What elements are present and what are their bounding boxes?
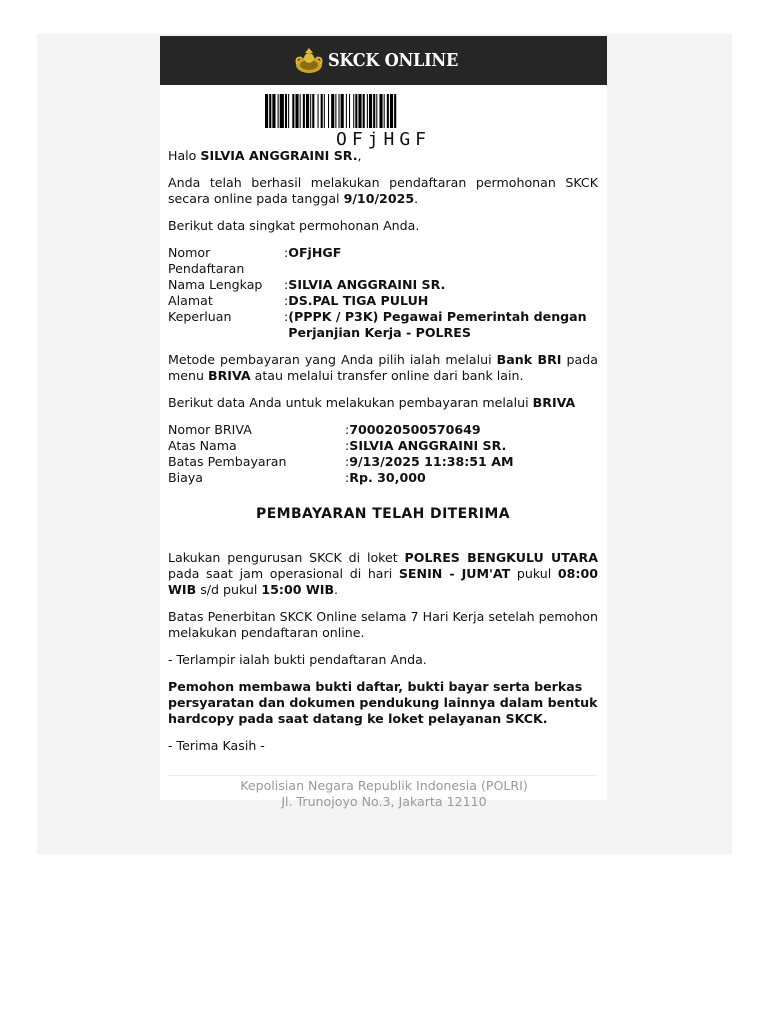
briva-row xyxy=(168,470,598,486)
barcode-bar xyxy=(373,94,375,128)
summary-intro: Berikut data singkat permohonan Anda. xyxy=(168,218,420,233)
polri-emblem-icon xyxy=(294,46,324,76)
barcode-bar xyxy=(328,94,329,128)
divider xyxy=(168,775,598,776)
barcode-bar xyxy=(285,94,287,128)
barcode-bar xyxy=(310,94,311,128)
registration-row xyxy=(168,293,598,309)
barcode-bar xyxy=(339,94,340,128)
barcode-bar xyxy=(295,94,298,128)
greeting-name: SILVIA ANGGRAINI SR. xyxy=(200,148,358,163)
barcode-bar xyxy=(379,94,382,128)
start-time: 08:00 WIB xyxy=(168,566,598,597)
barcode-bar xyxy=(272,94,275,128)
barcode-bar xyxy=(349,94,350,128)
registration-table xyxy=(168,245,598,341)
briva-value: SILVIA ANGGRAINI SR. xyxy=(349,438,507,453)
barcode-bar xyxy=(312,94,314,128)
footer-address: Jl. Trunojoyo No.3, Jakarta 12110 xyxy=(281,794,487,809)
barcode-bar xyxy=(369,94,372,128)
briva-value: 9/13/2025 11:38:51 AM xyxy=(349,454,514,469)
briva-value: 700020500570649 xyxy=(349,422,481,437)
payment-status-heading: PEMBAYARAN TELAH DITERIMA xyxy=(256,506,510,522)
email-card xyxy=(160,36,607,800)
bring-note xyxy=(168,679,598,727)
payment-menu: BRIVA xyxy=(208,368,251,383)
briva-label: Atas Nama xyxy=(168,438,237,453)
header-bar xyxy=(160,36,607,85)
intro-suffix: . xyxy=(414,191,419,206)
barcode-bar xyxy=(265,94,268,128)
barcode-bar xyxy=(324,94,325,128)
barcode-bar xyxy=(292,94,294,128)
attachment-note: - Terlampir ialah bukti pendaftaran Anda. xyxy=(168,652,427,667)
barcode-bar xyxy=(353,94,354,128)
footer xyxy=(0,778,768,810)
barcode-bar xyxy=(278,94,279,128)
intro-paragraph xyxy=(168,175,598,207)
colon-separator: : xyxy=(284,293,289,308)
barcode-bar xyxy=(300,94,301,128)
registration-row xyxy=(168,309,598,341)
barcode-bar xyxy=(384,94,385,128)
registration-label: Alamat xyxy=(168,293,213,308)
barcode-bar xyxy=(269,94,271,128)
barcode-bar xyxy=(394,94,396,128)
payment-bank: Bank BRI xyxy=(496,352,562,367)
instructions-text: Lakukan pengurusan SKCK di loket xyxy=(168,550,398,565)
colon-separator: : xyxy=(284,245,289,260)
colon-separator: : xyxy=(345,470,350,485)
barcode-bar xyxy=(376,94,377,128)
barcode-bar xyxy=(321,94,323,128)
bring-note-text: Pemohon membawa bukti daftar, bukti bayar serta berkas persyaratan dan dokumen pendukung lainnya dalam bentuk hardcopy pada saat datang ke loket pelayanan SKCK. xyxy=(168,679,598,726)
instructions-paragraph xyxy=(168,550,598,598)
greeting-prefix: Halo xyxy=(168,148,197,163)
payment-method-paragraph xyxy=(168,352,598,384)
barcode-bar xyxy=(390,94,393,128)
barcode-bar xyxy=(318,94,319,128)
colon-separator: : xyxy=(345,438,350,453)
barcode-bar xyxy=(288,94,289,128)
barcode-bar xyxy=(331,94,334,128)
registration-value: SILVIA ANGGRAINI SR. xyxy=(288,277,446,292)
registration-label: Nomor Pendaftaran xyxy=(168,245,245,276)
registration-row xyxy=(168,245,598,277)
briva-row xyxy=(168,438,598,454)
colon-separator: : xyxy=(284,309,289,324)
end-time: 15:00 WIB xyxy=(261,582,335,597)
barcode-bar xyxy=(346,94,347,128)
thanks-text: - Terima Kasih - xyxy=(168,738,265,753)
briva-label: Biaya xyxy=(168,470,204,485)
briva-label: Nomor BRIVA xyxy=(168,422,252,437)
barcode-bar xyxy=(341,94,344,128)
registration-value: OFjHGF xyxy=(288,245,342,260)
instructions-text: s/d pukul xyxy=(200,582,258,597)
email-body xyxy=(168,148,598,765)
instructions-text: . xyxy=(334,582,339,597)
briva-intro-text: Berikut data Anda untuk melakukan pembayaran melalui xyxy=(168,395,529,410)
office-name: POLRES BENGKULU UTARA xyxy=(404,550,598,565)
instructions-text: pukul xyxy=(516,566,552,581)
briva-label: Batas Pembayaran xyxy=(168,454,287,469)
payment-text: pada menu xyxy=(168,352,598,383)
barcode-bar xyxy=(335,94,336,128)
barcode-text: OFjHGF xyxy=(335,129,432,150)
barcode-bar xyxy=(303,94,305,128)
registration-value: DS.PAL TIGA PULUH xyxy=(288,293,429,308)
colon-separator: : xyxy=(345,422,350,437)
operating-days: SENIN - JUM'AT xyxy=(398,566,511,581)
registration-label: Nama Lengkap xyxy=(168,277,263,292)
barcode-bar xyxy=(280,94,284,128)
intro-text: Anda telah berhasil melakukan pendaftaran permohonan SKCK secara online pada tanggal xyxy=(168,175,598,206)
briva-table xyxy=(168,422,598,486)
barcode-bar xyxy=(306,94,309,128)
greeting-suffix: , xyxy=(357,148,362,163)
logo-text: SKCK ONLINE xyxy=(328,50,459,71)
footer-org: Kepolisian Negara Republik Indonesia (POLRI) xyxy=(240,778,528,793)
payment-text: Metode pembayaran yang Anda pilih ialah melalui xyxy=(168,352,492,367)
briva-row xyxy=(168,454,598,470)
instructions-text: pada saat jam operasional di hari xyxy=(168,566,393,581)
barcode-bar xyxy=(355,94,357,128)
greeting xyxy=(168,148,598,164)
barcode-bar xyxy=(363,94,365,128)
deadline-note: Batas Penerbitan SKCK Online selama 7 Hari Kerja setelah pemohon melakukan pendaftaran online. xyxy=(168,609,598,640)
registration-date: 9/10/2025 xyxy=(343,191,415,206)
registration-label: Keperluan xyxy=(168,309,232,324)
briva-intro xyxy=(168,395,598,411)
payment-text: atau melalui transfer online dari bank lain. xyxy=(254,368,524,383)
briva-value: Rp. 30,000 xyxy=(349,470,426,485)
briva-intro-bold: BRIVA xyxy=(532,395,576,410)
barcode-bar xyxy=(387,94,389,128)
barcode-bar xyxy=(358,94,361,128)
colon-separator: : xyxy=(284,277,289,292)
registration-value: (PPPK / P3K) Pegawai Pemerintah dengan Perjanjian Kerja - POLRES xyxy=(288,309,587,340)
barcode-image xyxy=(265,94,503,128)
registration-row xyxy=(168,277,598,293)
colon-separator: : xyxy=(345,454,350,469)
barcode-bar xyxy=(367,94,368,128)
briva-row xyxy=(168,422,598,438)
logo xyxy=(294,46,472,76)
